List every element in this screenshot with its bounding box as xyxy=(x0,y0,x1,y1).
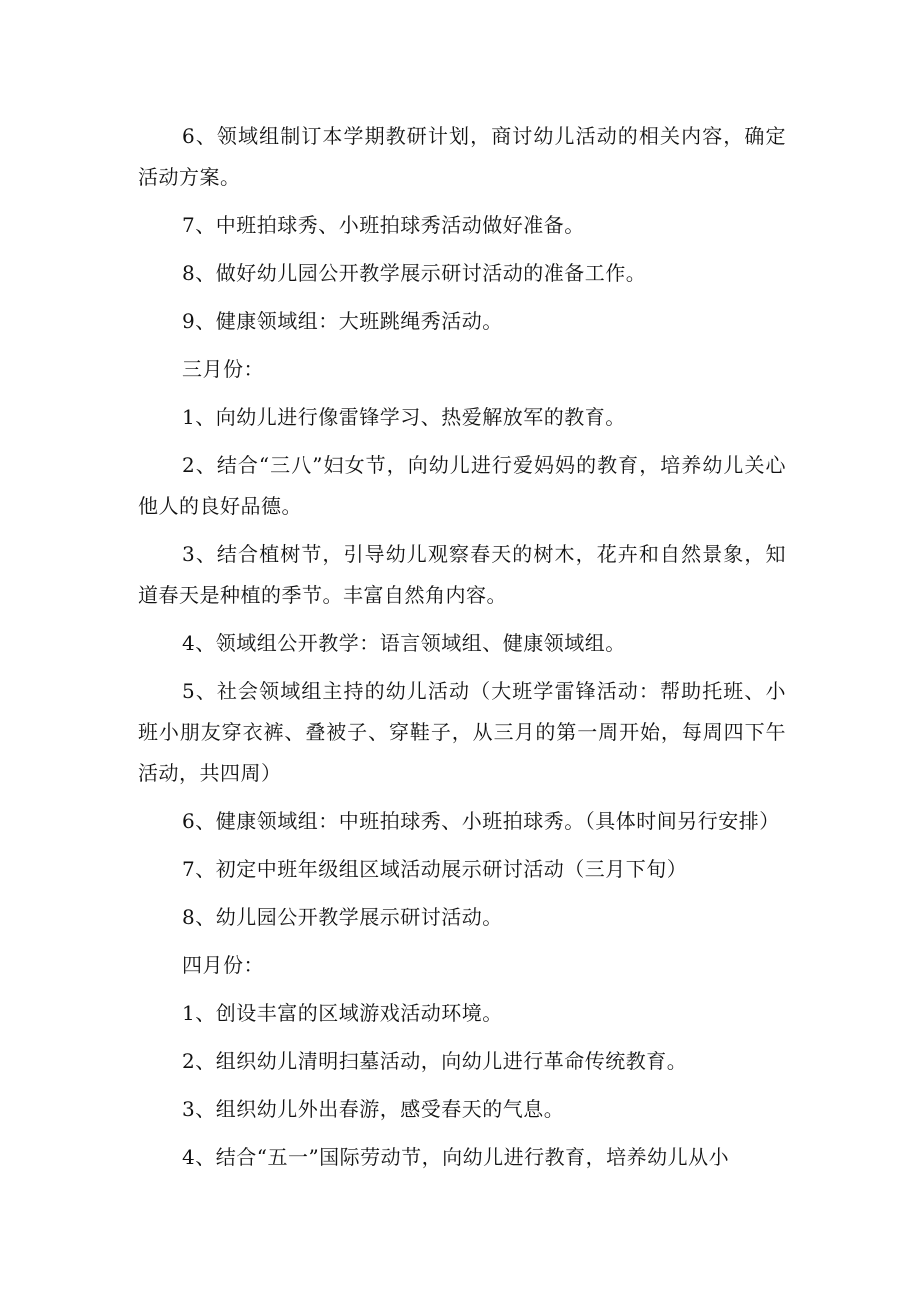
paragraph: 2、结合“三八”妇女节，向幼儿进行爱妈妈的教育，培养幼儿关心他人的良好品德。 xyxy=(138,453,786,518)
paragraph: 5、社会领域组主持的幼儿活动（大班学雷锋活动：帮助托班、小班小朋友穿衣裤、叠被子、穿鞋子，从三月的第一周开始，每周四下午活动，共四周） xyxy=(138,679,786,785)
paragraph: 7、中班拍球秀、小班拍球秀活动做好准备。 xyxy=(182,213,585,237)
paragraph: 4、领域组公开教学：语言领域组、健康领域组。 xyxy=(182,631,626,655)
section-heading-april: 四月份： xyxy=(182,953,264,977)
paragraph: 8、做好幼儿园公开教学展示研讨活动的准备工作。 xyxy=(182,261,647,285)
paragraph: 9、健康领域组：大班跳绳秀活动。 xyxy=(182,309,503,333)
paragraph: 6、领域组制订本学期教研计划，商讨幼儿活动的相关内容，确定活动方案。 xyxy=(138,124,786,189)
document-body xyxy=(138,116,786,1185)
paragraph: 1、创设丰富的区域游戏活动环境。 xyxy=(182,1001,503,1025)
paragraph: 3、组织幼儿外出春游，感受春天的气息。 xyxy=(182,1097,565,1121)
section-heading-march: 三月份： xyxy=(182,357,264,381)
paragraph: 7、初定中班年级组区域活动展示研讨活动（三月下旬） xyxy=(182,857,688,881)
paragraph: 1、向幼儿进行像雷锋学习、热爱解放军的教育。 xyxy=(182,405,626,429)
paragraph: 2、组织幼儿清明扫墓活动，向幼儿进行革命传统教育。 xyxy=(182,1049,688,1073)
paragraph: 3、结合植树节，引导幼儿观察春天的树木，花卉和自然景象，知道春天是种植的季节。丰富自然角内容。 xyxy=(138,542,786,607)
paragraph: 6、健康领域组：中班拍球秀、小班拍球秀。（具体时间另行安排） xyxy=(182,809,780,833)
paragraph: 4、结合“五一”国际劳动节，向幼儿进行教育，培养幼儿从小 xyxy=(182,1145,730,1169)
paragraph: 8、幼儿园公开教学展示研讨活动。 xyxy=(182,905,503,929)
